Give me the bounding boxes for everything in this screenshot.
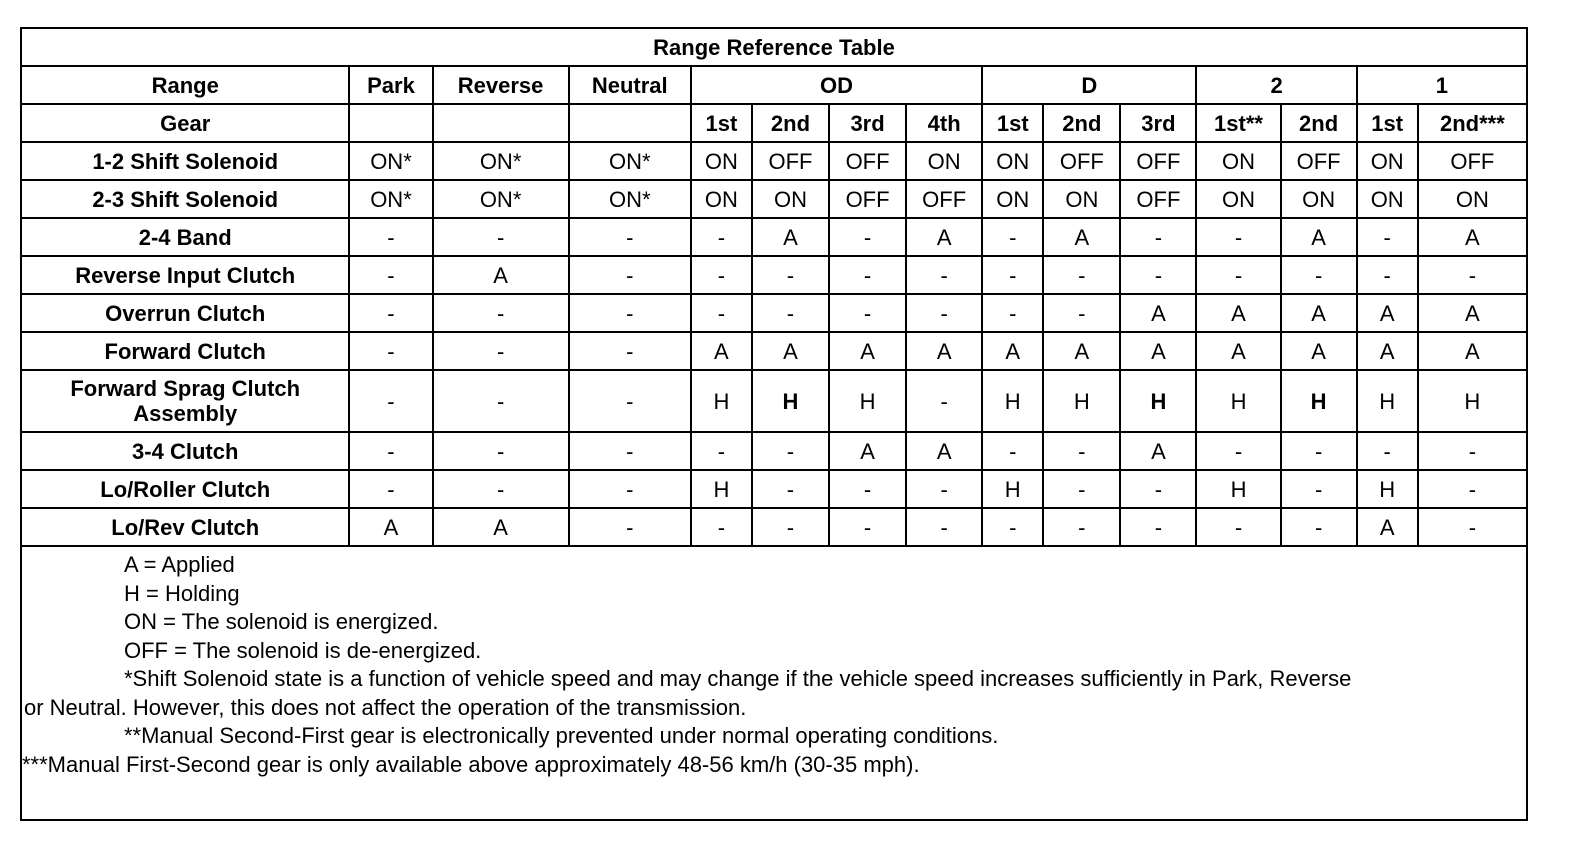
table-cell: H: [829, 370, 906, 432]
table-cell: A: [1196, 294, 1280, 332]
note-off: OFF = The solenoid is de-energized.: [124, 637, 482, 663]
table-cell: A: [906, 432, 982, 470]
table-cell: -: [829, 294, 906, 332]
table-cell: -: [1281, 470, 1357, 508]
table-cell: A: [982, 332, 1043, 370]
table-cell: -: [752, 470, 829, 508]
table-cell: -: [691, 508, 752, 546]
table-cell: -: [1357, 218, 1418, 256]
table-cell: -: [569, 294, 691, 332]
note-first-second: ***Manual First-Second gear is only available above approximately 48-56 km/h (30-35 mph).: [22, 751, 920, 777]
table-cell: A: [829, 432, 906, 470]
table-cell: H: [1196, 470, 1280, 508]
table-cell: -: [1196, 218, 1280, 256]
table-cell: -: [906, 470, 982, 508]
table-row: [22, 332, 1526, 370]
table-cell: -: [433, 332, 569, 370]
table-cell: A: [1120, 432, 1196, 470]
table-cell: OFF: [752, 142, 829, 180]
table-cell: OFF: [1120, 180, 1196, 218]
table-cell: -: [752, 432, 829, 470]
table-cell: -: [1357, 256, 1418, 294]
legend-notes: [22, 547, 1526, 779]
table-row: [22, 470, 1526, 508]
table-cell: -: [1043, 470, 1120, 508]
table-cell: OFF: [829, 142, 906, 180]
table-cell: OFF: [1281, 142, 1357, 180]
table-cell: -: [349, 332, 432, 370]
table-cell: H: [1281, 370, 1357, 432]
row-label: Lo/Rev Clutch: [22, 508, 349, 546]
table-cell: -: [1120, 218, 1196, 256]
table-cell: H: [691, 470, 752, 508]
table-cell: ON: [1281, 180, 1357, 218]
table-cell: -: [1043, 432, 1120, 470]
table-cell: -: [569, 218, 691, 256]
table-cell: ON*: [433, 180, 569, 218]
table-cell: H: [982, 470, 1043, 508]
range-label: Range: [22, 66, 349, 104]
gear-cell: 1st**: [1196, 104, 1280, 142]
note-holding: H = Holding: [124, 580, 240, 606]
note-applied: A = Applied: [124, 552, 235, 577]
table-cell: ON: [691, 180, 752, 218]
table-cell: -: [433, 370, 569, 432]
table-cell: -: [349, 370, 432, 432]
table-row: [22, 508, 1526, 546]
table-cell: A: [1281, 218, 1357, 256]
table-cell: OFF: [1043, 142, 1120, 180]
table-cell: -: [691, 218, 752, 256]
row-label: Reverse Input Clutch: [22, 256, 349, 294]
table-cell: ON: [982, 180, 1043, 218]
table-cell: -: [829, 508, 906, 546]
table-cell: -: [752, 508, 829, 546]
table-cell: -: [982, 256, 1043, 294]
gear-cell: 2nd: [1281, 104, 1357, 142]
note-on: ON = The solenoid is energized.: [124, 609, 439, 634]
table-cell: OFF: [1418, 142, 1526, 180]
table-cell: -: [982, 218, 1043, 256]
table-cell: A: [752, 218, 829, 256]
row-label: Lo/Roller Clutch: [22, 470, 349, 508]
gear-cell: 3rd: [1120, 104, 1196, 142]
table-cell: -: [829, 470, 906, 508]
row-label: 2-4 Band: [22, 218, 349, 256]
table-cell: ON: [1196, 180, 1280, 218]
table-cell: ON: [691, 142, 752, 180]
table-cell: -: [1120, 508, 1196, 546]
range-od: OD: [691, 66, 982, 104]
table-cell: A: [752, 332, 829, 370]
row-label: 1-2 Shift Solenoid: [22, 142, 349, 180]
table-cell: -: [982, 294, 1043, 332]
table-cell: -: [752, 256, 829, 294]
table-cell: -: [1043, 294, 1120, 332]
table-cell: ON: [1196, 142, 1280, 180]
table-cell: A: [906, 332, 982, 370]
table-cell: -: [752, 294, 829, 332]
table-cell: -: [433, 218, 569, 256]
table-cell: A: [1043, 218, 1120, 256]
table-cell: A: [1281, 294, 1357, 332]
table-cell: ON*: [349, 142, 432, 180]
table-cell: ON*: [349, 180, 432, 218]
table-cell: -: [906, 508, 982, 546]
table-cell: -: [1043, 508, 1120, 546]
table-cell: A: [1357, 508, 1418, 546]
table-cell: H: [982, 370, 1043, 432]
table-cell: ON*: [433, 142, 569, 180]
table-row: [22, 370, 1526, 432]
table-cell: H: [1120, 370, 1196, 432]
table-cell: A: [1418, 332, 1526, 370]
gear-header-row: [22, 104, 1526, 142]
table-cell: A: [1418, 218, 1526, 256]
gear-cell: [349, 104, 432, 142]
row-label: 2-3 Shift Solenoid: [22, 180, 349, 218]
table-cell: H: [1357, 370, 1418, 432]
table-cell: A: [1043, 332, 1120, 370]
row-label: 3-4 Clutch: [22, 432, 349, 470]
range-header-row: [22, 66, 1526, 104]
table-cell: -: [1043, 256, 1120, 294]
table-cell: -: [349, 432, 432, 470]
table-cell: -: [982, 508, 1043, 546]
table-cell: OFF: [906, 180, 982, 218]
note-shift-solenoid-cont: or Neutral. However, this does not affect the operation of the transmission.: [24, 694, 747, 720]
table-cell: A: [1281, 332, 1357, 370]
table-cell: -: [569, 508, 691, 546]
table-row: [22, 432, 1526, 470]
table-cell: OFF: [1120, 142, 1196, 180]
table-row: [22, 142, 1526, 180]
gear-cell: 2nd: [1043, 104, 1120, 142]
table-cell: -: [1281, 432, 1357, 470]
gear-cell: 2nd***: [1418, 104, 1526, 142]
table-cell: -: [433, 432, 569, 470]
table-cell: -: [829, 256, 906, 294]
range-reverse: Reverse: [433, 66, 569, 104]
gear-cell: 1st: [982, 104, 1043, 142]
table-cell: ON*: [569, 180, 691, 218]
table-cell: ON: [752, 180, 829, 218]
table-cell: -: [349, 218, 432, 256]
table-cell: -: [1196, 432, 1280, 470]
table-cell: -: [691, 256, 752, 294]
table-cell: -: [569, 470, 691, 508]
table-cell: A: [1418, 294, 1526, 332]
gear-cell: 2nd: [752, 104, 829, 142]
table-cell: -: [569, 370, 691, 432]
table-cell: -: [906, 370, 982, 432]
table-cell: A: [433, 256, 569, 294]
table-cell: -: [349, 256, 432, 294]
row-label: Overrun Clutch: [22, 294, 349, 332]
table-cell: A: [1120, 294, 1196, 332]
note-second-first: **Manual Second-First gear is electronically prevented under normal operating conditions.: [124, 723, 999, 748]
gear-cell: 3rd: [829, 104, 906, 142]
table-cell: -: [349, 470, 432, 508]
table-cell: -: [433, 470, 569, 508]
gear-label: Gear: [22, 104, 349, 142]
table-cell: -: [433, 294, 569, 332]
table-cell: ON: [1357, 180, 1418, 218]
range-d: D: [982, 66, 1196, 104]
table-cell: A: [691, 332, 752, 370]
table-cell: A: [829, 332, 906, 370]
table-cell: ON: [1357, 142, 1418, 180]
table-cell: A: [906, 218, 982, 256]
table-cell: -: [569, 332, 691, 370]
table-cell: H: [691, 370, 752, 432]
table-cell: -: [906, 256, 982, 294]
table-cell: -: [1196, 508, 1280, 546]
table-cell: -: [1196, 256, 1280, 294]
table-row: [22, 218, 1526, 256]
range-neutral: Neutral: [569, 66, 691, 104]
table-cell: A: [349, 508, 432, 546]
range-1: 1: [1357, 66, 1526, 104]
note-shift-solenoid: *Shift Solenoid state is a function of vehicle speed and may change if the vehicle speed increases sufficiently in Park, Reverse: [124, 666, 1352, 691]
table-cell: ON*: [569, 142, 691, 180]
range-2: 2: [1196, 66, 1356, 104]
table-cell: -: [1281, 256, 1357, 294]
table-cell: H: [1043, 370, 1120, 432]
table-cell: -: [982, 432, 1043, 470]
table-cell: ON: [1418, 180, 1526, 218]
table-cell: H: [1196, 370, 1280, 432]
table-cell: -: [1418, 256, 1526, 294]
table-cell: ON: [906, 142, 982, 180]
table-title: Range Reference Table: [22, 29, 1526, 66]
table-cell: H: [1357, 470, 1418, 508]
table-cell: A: [1357, 294, 1418, 332]
table-cell: -: [1120, 256, 1196, 294]
table-cell: A: [433, 508, 569, 546]
table-row: [22, 180, 1526, 218]
table-cell: A: [1120, 332, 1196, 370]
gear-cell: [433, 104, 569, 142]
table-cell: -: [569, 256, 691, 294]
gear-cell: 1st: [691, 104, 752, 142]
table-cell: -: [1281, 508, 1357, 546]
table-row: [22, 256, 1526, 294]
table-cell: -: [1418, 432, 1526, 470]
table-cell: -: [691, 294, 752, 332]
table-cell: H: [752, 370, 829, 432]
gear-cell: 4th: [906, 104, 982, 142]
table-cell: -: [1357, 432, 1418, 470]
table-cell: -: [1418, 470, 1526, 508]
table-cell: -: [1418, 508, 1526, 546]
range-park: Park: [349, 66, 432, 104]
table-cell: OFF: [829, 180, 906, 218]
table-cell: A: [1357, 332, 1418, 370]
table-cell: ON: [982, 142, 1043, 180]
table-row: [22, 294, 1526, 332]
table-cell: -: [349, 294, 432, 332]
reference-grid: [22, 29, 1526, 547]
table-cell: -: [569, 432, 691, 470]
gear-cell: 1st: [1357, 104, 1418, 142]
table-cell: H: [1418, 370, 1526, 432]
row-label: Forward Clutch: [22, 332, 349, 370]
gear-cell: [569, 104, 691, 142]
row-label: Forward Sprag Clutch Assembly: [22, 370, 349, 432]
table-cell: -: [906, 294, 982, 332]
range-reference-table: [20, 27, 1528, 821]
table-cell: -: [691, 432, 752, 470]
table-cell: -: [1120, 470, 1196, 508]
table-cell: -: [829, 218, 906, 256]
table-cell: A: [1196, 332, 1280, 370]
table-cell: ON: [1043, 180, 1120, 218]
